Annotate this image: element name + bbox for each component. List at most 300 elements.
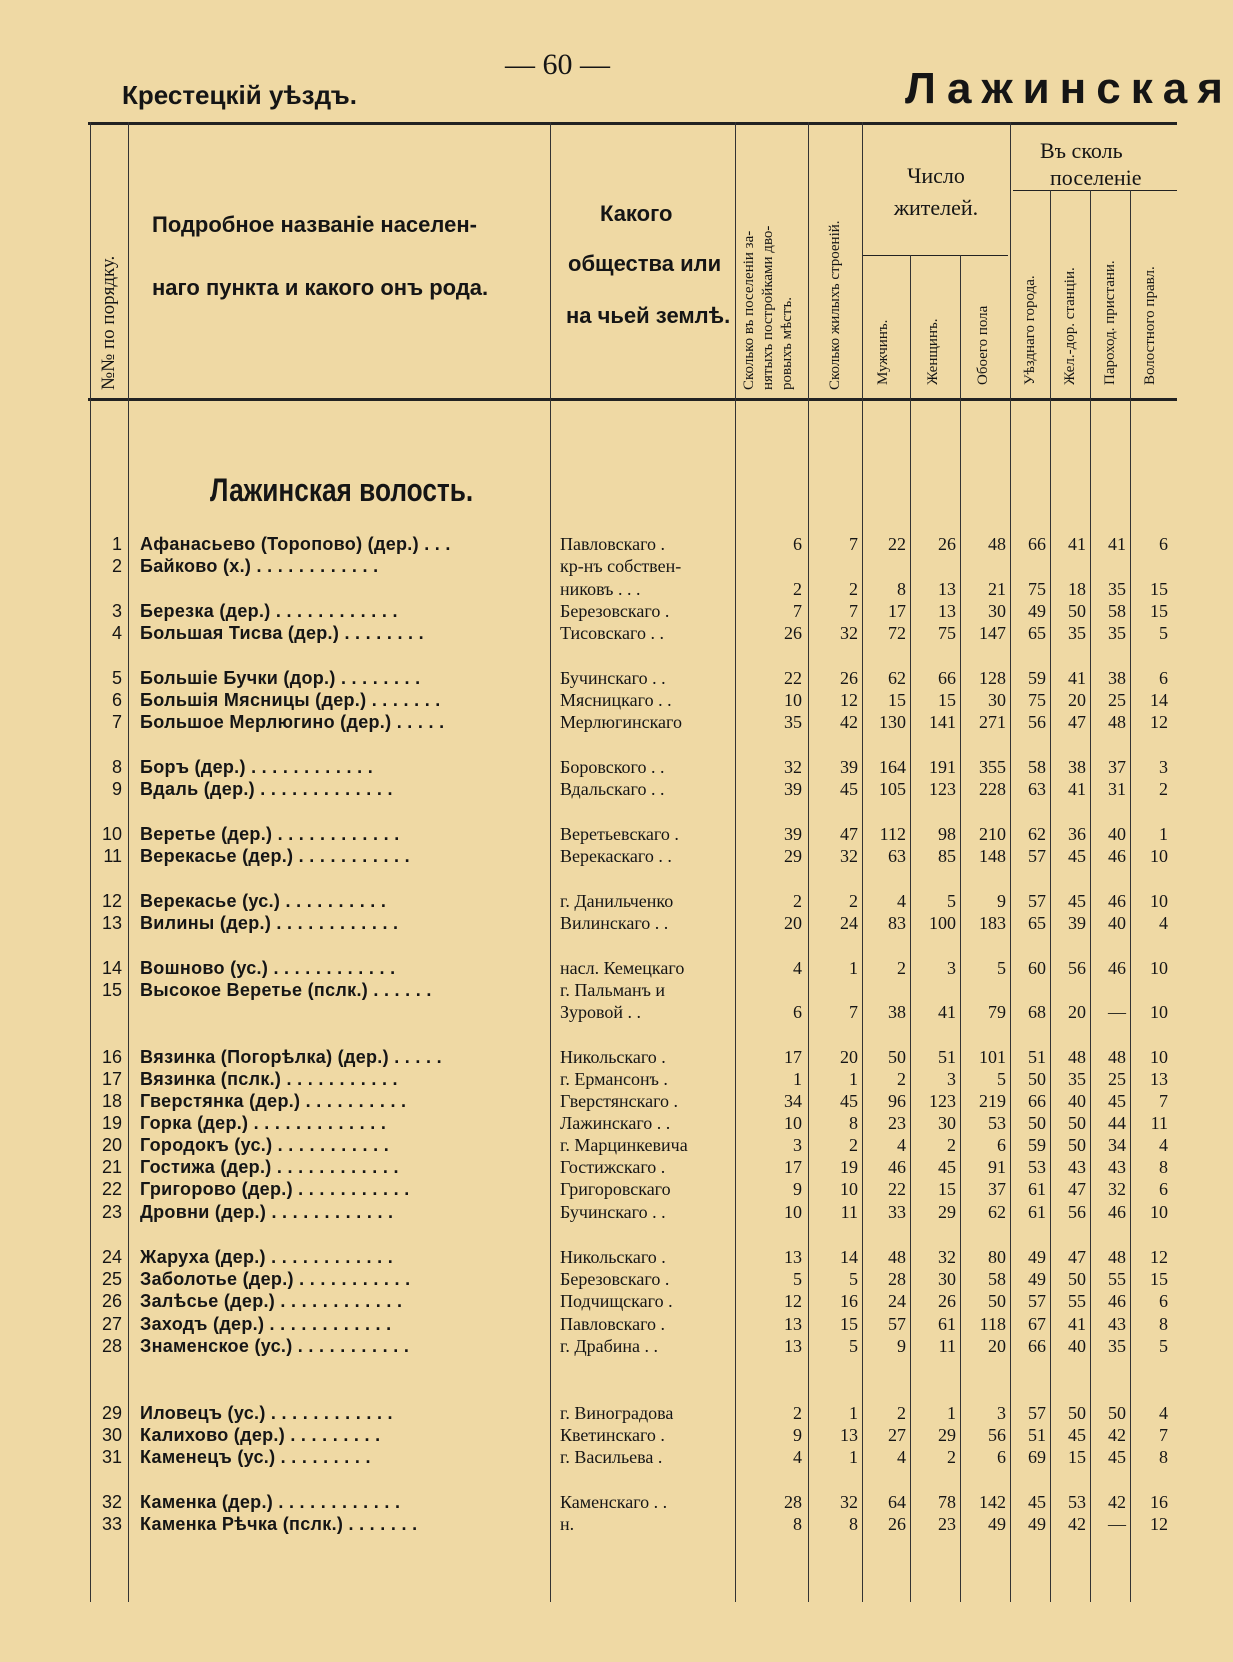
buildings-count: 7 (849, 1002, 858, 1022)
header-dist-rail: Жел.-дор. станціи. (1062, 267, 1078, 385)
male-count: 24 (888, 1291, 906, 1311)
society-name: Подчищскаго . (560, 1291, 673, 1311)
dist-town: 66 (1028, 1091, 1046, 1111)
table-row (0, 1156, 1177, 1178)
yards-count: 12 (784, 1291, 802, 1311)
page-number: — 60 — (505, 48, 610, 81)
buildings-count: 7 (849, 601, 858, 621)
male-count: 63 (888, 846, 906, 866)
buildings-count: 13 (840, 1425, 858, 1445)
total-count: 49 (988, 1514, 1006, 1534)
dist-town: 63 (1028, 779, 1046, 799)
yards-count: 34 (784, 1091, 802, 1111)
buildings-count: 7 (849, 534, 858, 554)
female-count: 100 (929, 913, 956, 933)
buildings-count: 1 (849, 1447, 858, 1467)
female-count: 26 (938, 534, 956, 554)
dist-volost: 13 (1150, 1069, 1168, 1089)
female-count: 15 (938, 690, 956, 710)
dist-pier: 42 (1108, 1425, 1126, 1445)
place-name: Гостижа (дер.) . . . . . . . . . . . . (140, 1157, 399, 1177)
table-row (0, 1178, 1177, 1200)
dist-volost: 15 (1150, 579, 1168, 599)
place-name: Березка (дер.) . . . . . . . . . . . . (140, 601, 398, 621)
total-count: 56 (988, 1425, 1006, 1445)
row-number: 2 (111, 556, 122, 576)
buildings-count: 11 (840, 1202, 858, 1222)
total-count: 355 (979, 757, 1006, 777)
header-dist-volost: Волостного правл. (1142, 266, 1158, 385)
society-name: Бучинскаго . . (560, 1202, 666, 1222)
place-name: Высокое Веретье (пслк.) . . . . . . (140, 980, 432, 1000)
row-number: 7 (111, 712, 122, 732)
row-number: 9 (111, 779, 122, 799)
place-name: Большая Тисва (дер.) . . . . . . . . (140, 623, 424, 643)
dist-pier: 50 (1108, 1403, 1126, 1423)
male-count: 9 (897, 1336, 906, 1356)
place-name: Каменка Рѣчка (пслк.) . . . . . . . (140, 1514, 418, 1534)
dist-rail: 50 (1068, 1403, 1086, 1423)
table-row (0, 756, 1177, 778)
buildings-count: 1 (849, 1403, 858, 1423)
female-count: 23 (938, 1514, 956, 1534)
header-number: №№ по порядку. (98, 255, 119, 390)
table-row (0, 845, 1177, 867)
dist-town: 75 (1028, 579, 1046, 599)
male-count: 8 (897, 579, 906, 599)
table-row (0, 711, 1177, 733)
male-count: 112 (879, 824, 906, 844)
table-row (0, 1402, 1177, 1424)
male-count: 57 (888, 1314, 906, 1334)
yards-count: 17 (784, 1157, 802, 1177)
dist-rail: 35 (1068, 1069, 1086, 1089)
dist-pier: 25 (1108, 690, 1126, 710)
table-row (0, 1246, 1177, 1268)
dist-rail: 39 (1068, 913, 1086, 933)
dist-town: 59 (1028, 668, 1046, 688)
buildings-count: 16 (840, 1291, 858, 1311)
yards-count: 35 (784, 712, 802, 732)
society-name: Бучинскаго . . (560, 668, 666, 688)
table-row (0, 1068, 1177, 1090)
yards-count: 13 (784, 1336, 802, 1356)
dist-volost: 8 (1159, 1157, 1168, 1177)
dist-town: 49 (1028, 1514, 1046, 1534)
female-count: 78 (938, 1492, 956, 1512)
yards-count: 2 (793, 891, 802, 911)
yards-count: 39 (784, 779, 802, 799)
dist-town: 66 (1028, 534, 1046, 554)
dist-volost: 15 (1150, 1269, 1168, 1289)
yards-count: 9 (793, 1425, 802, 1445)
row-number: 11 (103, 846, 122, 866)
female-count: 98 (938, 824, 956, 844)
buildings-count: 12 (840, 690, 858, 710)
table-row (0, 890, 1177, 912)
dist-rail: 50 (1068, 1135, 1086, 1155)
table-row (0, 1424, 1177, 1446)
table-row (0, 979, 1177, 1001)
header-society-line2: общества или (568, 251, 722, 276)
dist-town: 67 (1028, 1314, 1046, 1334)
total-count: 271 (979, 712, 1006, 732)
row-number: 21 (101, 1157, 122, 1177)
buildings-count: 32 (840, 623, 858, 643)
header-population-line2: жителей. (893, 195, 979, 220)
society-name: Тисовскаго . . (560, 623, 664, 643)
buildings-count: 5 (849, 1269, 858, 1289)
dist-town: 62 (1028, 824, 1046, 844)
buildings-count: 45 (840, 1091, 858, 1111)
table-row (0, 1446, 1177, 1468)
table-row (0, 555, 1177, 577)
male-count: 83 (888, 913, 906, 933)
dist-town: 65 (1028, 623, 1046, 643)
total-count: 5 (997, 958, 1006, 978)
dist-rail: 50 (1068, 1113, 1086, 1133)
table-row (0, 1201, 1177, 1223)
total-count: 50 (988, 1291, 1006, 1311)
row-number: 13 (101, 913, 122, 933)
dist-volost: 1 (1159, 824, 1168, 844)
dist-town: 65 (1028, 913, 1046, 933)
dist-volost: 15 (1150, 601, 1168, 621)
total-count: 118 (979, 1314, 1006, 1334)
total-count: 210 (979, 824, 1006, 844)
dist-rail: 48 (1068, 1047, 1086, 1067)
male-count: 164 (879, 757, 906, 777)
dist-town: 57 (1028, 1403, 1046, 1423)
place-name: Дровни (дер.) . . . . . . . . . . . . (140, 1202, 394, 1222)
dist-pier: 25 (1108, 1069, 1126, 1089)
yards-count: 7 (793, 601, 802, 621)
total-count: 148 (979, 846, 1006, 866)
yards-count: 13 (784, 1247, 802, 1267)
society-name: Веретьевскаго . (560, 824, 679, 844)
dist-volost: 4 (1159, 1135, 1168, 1155)
header-dist-town: Уѣзднаго города. (1022, 275, 1038, 385)
table-row (0, 1090, 1177, 1112)
total-count: 101 (979, 1047, 1006, 1067)
dist-volost: 3 (1159, 757, 1168, 777)
district-title: Крестецкій уѣздъ. (122, 80, 357, 110)
header-distance-line1: Въ сколь (1040, 138, 1123, 163)
row-number: 29 (101, 1403, 122, 1423)
table-row (0, 1290, 1177, 1312)
row-number: 14 (101, 958, 122, 978)
row-number: 3 (111, 601, 122, 621)
society-name: Каменскаго . . (560, 1492, 668, 1512)
female-count: 191 (929, 757, 956, 777)
yards-count: 10 (784, 690, 802, 710)
male-count: 62 (888, 668, 906, 688)
dist-pier: 46 (1108, 1291, 1126, 1311)
society-name: н. (560, 1514, 575, 1534)
female-count: 11 (938, 1336, 956, 1356)
total-count: 30 (988, 690, 1006, 710)
male-count: 64 (888, 1492, 906, 1512)
dist-rail: 40 (1068, 1336, 1086, 1356)
female-count: 61 (938, 1314, 956, 1334)
male-count: 48 (888, 1247, 906, 1267)
dist-pier: 35 (1108, 1336, 1126, 1356)
male-count: 38 (888, 1002, 906, 1022)
buildings-count: 39 (840, 757, 858, 777)
dist-rail: 53 (1068, 1492, 1086, 1512)
table-row (0, 600, 1177, 622)
yards-count: 2 (793, 1403, 802, 1423)
place-name: Большія Мясницы (дер.) . . . . . . . (140, 690, 441, 710)
society-name: Кветинскаго . (560, 1425, 665, 1445)
male-count: 4 (897, 891, 906, 911)
buildings-count: 15 (840, 1314, 858, 1334)
female-count: 1 (947, 1403, 956, 1423)
female-count: 3 (947, 1069, 956, 1089)
dist-town: 61 (1028, 1179, 1046, 1199)
header-dist-pier: Пароход. пристани. (1102, 260, 1118, 385)
dist-rail: 41 (1068, 668, 1086, 688)
dist-pier: 48 (1108, 712, 1126, 732)
dist-pier: 48 (1108, 1247, 1126, 1267)
total-count: 21 (988, 579, 1006, 599)
table-row (0, 1491, 1177, 1513)
table-row (0, 1112, 1177, 1134)
dist-town: 75 (1028, 690, 1046, 710)
male-count: 2 (897, 1403, 906, 1423)
row-number: 23 (101, 1202, 122, 1222)
place-name: Верекасье (дер.) . . . . . . . . . . . (140, 846, 410, 866)
dist-pier: 38 (1108, 668, 1126, 688)
male-count: 96 (888, 1091, 906, 1111)
dist-volost: 12 (1150, 1514, 1168, 1534)
volost-header: Лажинская (905, 64, 1233, 113)
yards-count: 3 (793, 1135, 802, 1155)
table-row (0, 1134, 1177, 1156)
row-number: 5 (111, 668, 122, 688)
place-name: Веретье (дер.) . . . . . . . . . . . . (140, 824, 400, 844)
row-number: 1 (111, 534, 122, 554)
female-count: 123 (929, 779, 956, 799)
header-society-line3: на чьей землѣ. (566, 303, 731, 328)
society-name: Никольскаго . (560, 1247, 666, 1267)
male-count: 17 (888, 601, 906, 621)
male-count: 23 (888, 1113, 906, 1133)
header-society-line1: Какого (600, 201, 673, 226)
yards-count: 10 (784, 1202, 802, 1222)
society-name: Мясницкаго . . (560, 690, 672, 710)
total-count: 5 (997, 1069, 1006, 1089)
dist-volost: 10 (1150, 1047, 1168, 1067)
yards-count: 10 (784, 1113, 802, 1133)
dist-volost: 6 (1159, 534, 1168, 554)
dist-volost: 6 (1159, 1291, 1168, 1311)
header-name-line1: Подробное названіе населен- (152, 212, 477, 237)
society-name: Павловскаго . (560, 534, 666, 554)
female-count: 32 (938, 1247, 956, 1267)
section-title: Лажинская волость. (210, 472, 474, 508)
total-count: 183 (979, 913, 1006, 933)
male-count: 50 (888, 1047, 906, 1067)
header-yards-line2: нятыхъ постройками дво- (760, 225, 776, 390)
dist-town: 51 (1028, 1425, 1046, 1445)
dist-volost: 6 (1159, 668, 1168, 688)
yards-count: 6 (793, 534, 802, 554)
population-subrule (862, 255, 1008, 256)
table-row (0, 1513, 1177, 1535)
row-number: 24 (101, 1247, 122, 1267)
female-count: 26 (938, 1291, 956, 1311)
dist-town: 50 (1028, 1113, 1046, 1133)
dist-pier: 46 (1108, 958, 1126, 978)
society-name: Верекаскаго . . (560, 846, 672, 866)
buildings-count: 8 (849, 1514, 858, 1534)
male-count: 46 (888, 1157, 906, 1177)
society-name: Лажинскаго . . (560, 1113, 671, 1133)
male-count: 72 (888, 623, 906, 643)
row-number: 16 (101, 1047, 122, 1067)
yards-count: 20 (784, 913, 802, 933)
header-female: Женщинъ. (925, 318, 941, 385)
dist-rail: 20 (1068, 1002, 1086, 1022)
buildings-count: 14 (840, 1247, 858, 1267)
society-name: г. Васильева . (560, 1447, 663, 1467)
female-count: 2 (947, 1135, 956, 1155)
dist-town: 59 (1028, 1135, 1046, 1155)
dist-rail: 45 (1068, 1425, 1086, 1445)
table-row (0, 1268, 1177, 1290)
dist-town: 50 (1028, 1069, 1046, 1089)
buildings-count: 5 (849, 1336, 858, 1356)
dist-rail: 36 (1068, 824, 1086, 844)
table-row (0, 578, 1177, 600)
total-count: 128 (979, 668, 1006, 688)
row-number: 31 (101, 1447, 122, 1467)
table-row (0, 912, 1177, 934)
buildings-count: 20 (840, 1047, 858, 1067)
header-yards-line3: ровыхъ мѣстъ. (779, 297, 795, 390)
female-count: 5 (947, 891, 956, 911)
society-name: Зуровой . . (560, 1002, 642, 1022)
dist-town: 60 (1028, 958, 1046, 978)
dist-town: 45 (1028, 1492, 1046, 1512)
dist-pier: 43 (1108, 1157, 1126, 1177)
dist-pier: 32 (1108, 1179, 1126, 1199)
yards-count: 39 (784, 824, 802, 844)
row-number: 20 (101, 1135, 122, 1155)
row-number: 32 (101, 1492, 122, 1512)
total-count: 53 (988, 1113, 1006, 1133)
dist-rail: 38 (1068, 757, 1086, 777)
dist-volost: 8 (1159, 1314, 1168, 1334)
total-count: 20 (988, 1336, 1006, 1356)
dist-volost: 4 (1159, 913, 1168, 933)
dist-town: 49 (1028, 601, 1046, 621)
female-count: 75 (938, 623, 956, 643)
male-count: 4 (897, 1135, 906, 1155)
dist-town: 66 (1028, 1336, 1046, 1356)
total-count: 228 (979, 779, 1006, 799)
place-name: Григорово (дер.) . . . . . . . . . . . (140, 1179, 410, 1199)
dist-pier: 35 (1108, 623, 1126, 643)
male-count: 15 (888, 690, 906, 710)
row-number: 18 (101, 1091, 122, 1111)
dist-pier: 31 (1108, 779, 1126, 799)
female-count: 29 (938, 1202, 956, 1222)
total-count: 80 (988, 1247, 1006, 1267)
society-name: Березовскаго . (560, 601, 670, 621)
row-number: 27 (101, 1314, 122, 1334)
dist-town: 49 (1028, 1247, 1046, 1267)
row-number: 28 (101, 1336, 122, 1356)
table-row (0, 1001, 1177, 1023)
place-name: Боръ (дер.) . . . . . . . . . . . . (140, 757, 373, 777)
place-name: Горка (дер.) . . . . . . . . . . . . . (140, 1113, 387, 1133)
dist-volost: 2 (1159, 779, 1168, 799)
place-name: Вязинка (пслк.) . . . . . . . . . . . (140, 1069, 398, 1089)
society-name: г. Данильченко (560, 891, 674, 911)
place-name: Залѣсье (дер.) . . . . . . . . . . . . (140, 1291, 403, 1311)
dist-volost: 4 (1159, 1403, 1168, 1423)
female-count: 30 (938, 1269, 956, 1289)
male-count: 4 (897, 1447, 906, 1467)
row-number: 25 (101, 1269, 122, 1289)
dist-town: 61 (1028, 1202, 1046, 1222)
buildings-count: 2 (849, 579, 858, 599)
dist-pier: — (1108, 1002, 1126, 1022)
buildings-count: 26 (840, 668, 858, 688)
buildings-count: 2 (849, 1135, 858, 1155)
dist-pier: 40 (1108, 913, 1126, 933)
dist-rail: 40 (1068, 1091, 1086, 1111)
table-row (0, 689, 1177, 711)
dist-rail: 50 (1068, 601, 1086, 621)
buildings-count: 8 (849, 1113, 858, 1133)
yards-count: 5 (793, 1269, 802, 1289)
place-name: Большое Мерлюгино (дер.) . . . . . (140, 712, 445, 732)
dist-volost: 7 (1159, 1425, 1168, 1445)
dist-town: 56 (1028, 712, 1046, 732)
female-count: 13 (938, 601, 956, 621)
society-name: г. Виноградова (560, 1403, 674, 1423)
buildings-count: 47 (840, 824, 858, 844)
male-count: 33 (888, 1202, 906, 1222)
dist-rail: 41 (1068, 1314, 1086, 1334)
society-name: насл. Кемецкаго (560, 958, 685, 978)
dist-rail: 47 (1068, 1179, 1086, 1199)
dist-volost: 11 (1150, 1113, 1168, 1133)
female-count: 15 (938, 1179, 956, 1199)
dist-pier: 44 (1108, 1113, 1126, 1133)
society-name: Вдальскаго . . (560, 779, 665, 799)
dist-volost: 12 (1150, 712, 1168, 732)
dist-volost: 12 (1150, 1247, 1168, 1267)
table-top-rule (88, 122, 1177, 125)
table-row (0, 622, 1177, 644)
dist-rail: 55 (1068, 1291, 1086, 1311)
buildings-count: 1 (849, 958, 858, 978)
female-count: 123 (929, 1091, 956, 1111)
place-name: Городокъ (ус.) . . . . . . . . . . . (140, 1135, 389, 1155)
total-count: 58 (988, 1269, 1006, 1289)
dist-pier: 55 (1108, 1269, 1126, 1289)
buildings-count: 32 (840, 846, 858, 866)
place-name: Иловецъ (ус.) . . . . . . . . . . . . (140, 1403, 393, 1423)
total-count: 91 (988, 1157, 1006, 1177)
dist-rail: 41 (1068, 534, 1086, 554)
dist-pier: 48 (1108, 1047, 1126, 1067)
dist-pier: 34 (1108, 1135, 1126, 1155)
